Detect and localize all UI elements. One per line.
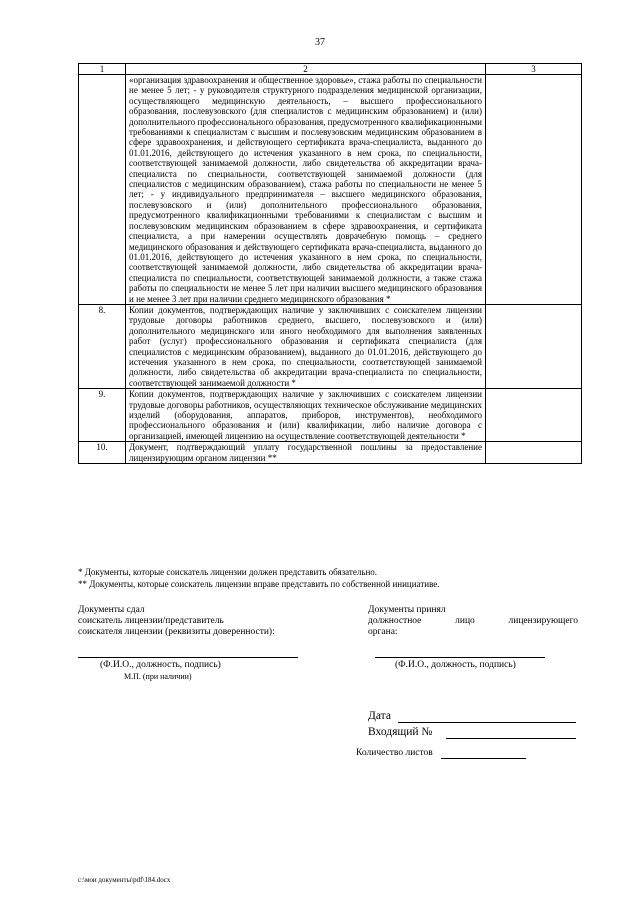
row-col3 [486,304,582,388]
submitted-applicant-proxy: соискателя лицензии (реквизиты доверенности): [78,627,275,637]
applicant-signature-caption: (Ф.И.О., должность, подпись) [100,660,221,670]
stamp-note: М.П. (при наличии) [124,672,192,681]
header-col-3: 3 [486,64,582,75]
sheet-count-label: Количество листов [356,748,433,758]
footnote-optional: ** Документы, которые соискатель лицензии вправе представить по собственной инициативе. [78,579,440,589]
row-col3 [486,75,582,305]
file-path: c:\мои документы\pdf\184.docx [78,876,171,884]
row-number: 10. [79,442,126,464]
table-row [79,304,582,388]
footnote-required: * Документы, которые соискатель лицензии должен представить обязательно. [78,567,378,577]
table-row [79,442,582,464]
table-header-row [79,64,582,75]
applicant-signature-line [78,657,298,658]
official-signature-line [375,657,545,658]
header-col-1: 1 [79,64,126,75]
sheet-count-field[interactable] [441,758,526,759]
page-number: 37 [315,37,325,48]
incoming-number-label: Входящий № [368,726,433,738]
table-row [79,75,582,305]
row-col3 [486,442,582,464]
row-text: «организация здравоохранения и общественное здоровье», стажа работы по специальности не менее 5 лет; - у руководителя структурного подразделения медицинской организации, осуществляющего медицинскую деятельность, – высшего профессионального образования, послевузовского (для специалистов с медицинским образованием) и (или) дополнительного профессионального образования, предусмотренного квалификационными требованиями к специалистам с высшим и послевузовским медицинским образованием в сфере здравоохранения, и действующего сертификата врача-специалиста, выданного до 01.01.2016, действующего до истечения указанного в нем срока, по специальности, соответствующей занимаемой должности, либо свидетельства об аккредитации врача-специалиста по специальности, соответствующей занимаемой должности (для специалистов с медицинским образованием), стажа работы по специальности не менее 5 лет; - у индивидуального предпринимателя – высшего медицинского образования, послевузовского и (или) дополнительного профессионального образования, предусмотренного квалификационными требованиями к специалистам с высшим и послевузовским медицинским образованием в сфере здравоохранения, и сертификата специалиста, а при намерении осуществлять доврачебную помощь – среднего медицинского образования и действующего сертификата врача-специалиста, выданного до 01.01.2016, действующего до истечения указанного в нем срока, по специальности, соответствующей занимаемой должности, либо свидетельства об аккредитации врача-специалиста по специальности, соответствующей занимаемой должности, а также стажа работы по специальности не менее 5 лет при наличии высшего медицинского образования и не менее 3 лет при наличии среднего медицинского образования * [126,75,486,305]
received-by-block [368,605,578,638]
date-field[interactable] [398,722,576,723]
incoming-number-field[interactable] [446,738,576,739]
date-label: Дата [368,710,391,722]
documents-table [78,63,582,464]
received-heading: Документы принял [368,605,446,615]
received-authority: органа: [368,627,398,637]
row-text: Копии документов, подтверждающих наличие у заключивших с соискателем лицензии трудовые договоры работников, осуществляющих техническое обслуживание медицинских изделий (оборудования, аппаратов, приборов, инструментов), необходимого профессионального образования и (или) квалификации, либо наличие договора с организацией, имеющей лицензию на осуществление соответствующей деятельности * [126,389,486,442]
submitted-heading: Документы сдал [78,605,145,615]
row-number [79,75,126,305]
row-number: 8. [79,304,126,388]
header-col-2: 2 [126,64,486,75]
received-official: должностное лицо лицензирующего [368,616,578,626]
submitted-applicant: соискатель лицензии/представитель [78,616,224,626]
submitted-by-block [78,605,318,638]
table-row [79,389,582,442]
row-text: Документ, подтверждающий уплату государственной пошлины за предоставление лицензирующим органом лицензии ** [126,442,486,464]
row-text: Копии документов, подтверждающих наличие у заключивших с соискателем лицензии трудовые договоры работников среднего, высшего, послевузовского и (или) дополнительного медицинского или иного необходимого для выполнения заявленных работ (услуг) профессионального образования и сертификата специалиста (для специалистов с медицинским образованием), выданного до 01.01.2016, действующего до истечения указанного в нем срока, по специальности, соответствующей занимаемой должности, либо свидетельства об аккредитации врача-специалиста по специальности, соответствующей занимаемой должности * [126,304,486,388]
official-signature-caption: (Ф.И.О., должность, подпись) [395,660,516,670]
row-col3 [486,389,582,442]
row-number: 9. [79,389,126,442]
